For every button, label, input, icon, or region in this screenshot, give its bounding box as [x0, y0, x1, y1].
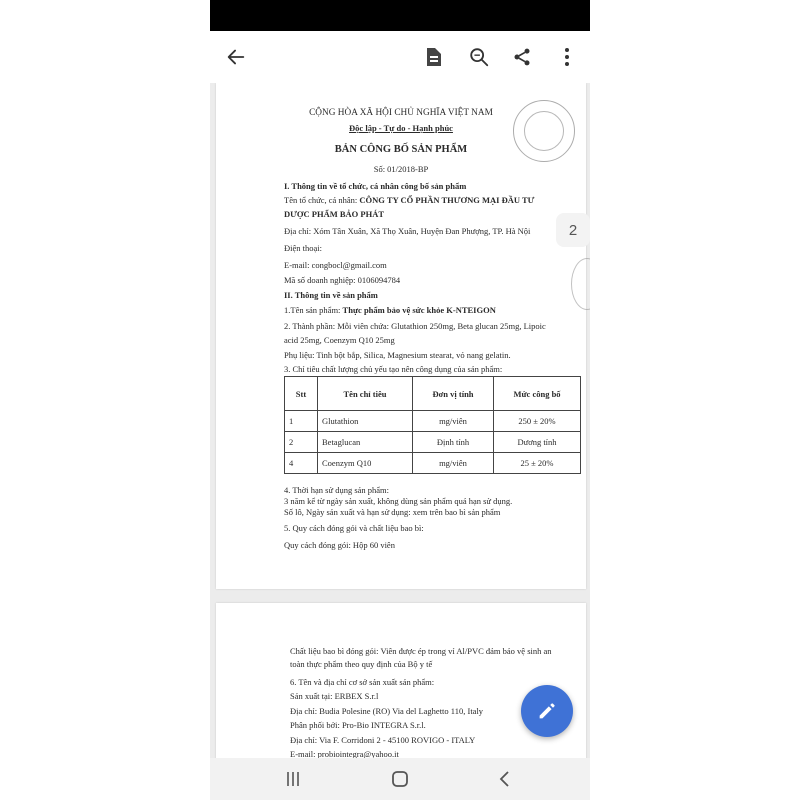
partial-stamp — [571, 258, 590, 310]
table-row — [285, 432, 581, 453]
app-toolbar — [210, 31, 590, 83]
shelf-life-heading: 4. Thời hạn sử dụng sản phẩm: — [284, 485, 390, 495]
product-name-line: 1.Tên sản phẩm: Thực phẩm bảo vệ sức khỏe K-NTEIGON — [284, 305, 496, 315]
document-icon[interactable] — [416, 39, 452, 75]
table-cell: Dương tính — [494, 432, 581, 453]
document-page-1 — [216, 83, 586, 589]
org-label: Tên tổ chức, cá nhân: CÔNG TY CỔ PHẦN THƯƠNG MẠI ĐẦU TƯ — [284, 195, 535, 205]
search-icon[interactable] — [461, 39, 497, 75]
edit-button[interactable] — [521, 685, 573, 737]
national-title: CỘNG HÒA XÃ HỘI CHỦ NGHĨA VIỆT NAM — [309, 108, 493, 118]
document-viewer[interactable] — [210, 83, 590, 758]
page2-line: 6. Tên và địa chỉ cơ sở sản xuất sản phẩm: — [290, 677, 435, 687]
phone-line: Điện thoại: — [284, 243, 323, 253]
document-title: BẢN CÔNG BỐ SẢN PHẨM — [334, 144, 468, 155]
criteria-heading: 3. Chỉ tiêu chất lượng chủ yếu tạo nên công dụng của sản phẩm: — [284, 364, 503, 374]
table-cell: Betaglucan — [318, 432, 413, 453]
motto: Độc lập - Tự do - Hạnh phúc — [349, 123, 453, 133]
table-cell: Định tính — [413, 432, 494, 453]
address-line: Địa chỉ: Xóm Tân Xuân, Xã Thọ Xuân, Huyện Đan Phượng, TP. Hà Nội — [284, 226, 531, 236]
packaging-heading: 5. Quy cách đóng gói và chất liệu bao bì: — [284, 523, 424, 533]
back-icon[interactable] — [485, 764, 525, 794]
table-row — [285, 411, 581, 432]
table-cell: Coenzym Q10 — [318, 453, 413, 474]
packaging-line: Quy cách đóng gói: Hộp 60 viên — [284, 540, 395, 550]
table-cell: 2 — [285, 432, 318, 453]
phone-screen — [210, 0, 590, 800]
edit-pencil-icon — [536, 700, 558, 722]
home-icon[interactable] — [380, 764, 420, 794]
table-header-row — [285, 377, 581, 411]
page2-line: E-mail: probiointegra@yahoo.it — [290, 749, 399, 758]
email-line: E-mail: congbocl@gmail.com — [284, 260, 387, 270]
table-header-cell: Đơn vị tính — [413, 377, 494, 411]
section-1-heading: I. Thông tin về tổ chức, cá nhân công bố sản phẩm — [284, 181, 467, 191]
back-arrow-icon[interactable] — [218, 39, 254, 75]
document-number: Số: 01/2018-BP — [373, 164, 429, 174]
page2-line: Phân phối bởi: Pro-Bio INTEGRA S.r.l. — [290, 720, 426, 730]
more-vertical-icon[interactable] — [549, 39, 585, 75]
table-cell: Glutathion — [318, 411, 413, 432]
page2-line: Chất liệu bao bì đóng gói: Viên được ép trong vỉ Al/PVC đảm bảo vệ sinh an — [290, 646, 552, 656]
share-icon[interactable] — [504, 39, 540, 75]
recent-apps-icon[interactable] — [273, 764, 313, 794]
org-name-line2: DƯỢC PHẨM BẢO PHÁT — [284, 209, 385, 219]
quality-criteria-table — [284, 376, 581, 474]
page2-line: Địa chỉ: Budia Polesine (RO) Via del Laghetto 110, Italy — [290, 706, 484, 716]
table-cell: 4 — [285, 453, 318, 474]
page2-line: Sản xuất tại: ERBEX S.r.l — [290, 691, 379, 701]
table-cell: 250 ± 20% — [494, 411, 581, 432]
ingredients-line2: acid 25mg, Coenzym Q10 25mg — [284, 335, 395, 345]
table-row — [285, 453, 581, 474]
business-code-line: Mã số doanh nghiệp: 0106094784 — [284, 275, 401, 285]
shelf-life-line1: 3 năm kể từ ngày sản xuất, không dùng sản phẩm quá hạn sử dụng. — [284, 496, 513, 506]
table-header-cell: Mức công bố — [494, 377, 581, 411]
navigation-bar — [210, 758, 590, 800]
ingredients-line1: 2. Thành phần: Mỗi viên chứa: Glutathion 250mg, Beta glucan 25mg, Lipoic — [284, 321, 546, 331]
status-bar — [210, 0, 590, 31]
table-cell: 1 — [285, 411, 318, 432]
page2-line: toàn thực phẩm theo quy định của Bộ y tế — [290, 659, 433, 669]
section-2-heading: II. Thông tin về sản phẩm — [284, 290, 378, 300]
table-cell: 25 ± 20% — [494, 453, 581, 474]
table-header-cell: Tên chỉ tiêu — [318, 377, 413, 411]
table-cell: mg/viên — [413, 453, 494, 474]
page2-line: Địa chỉ: Via F. Corridoni 2 - 45100 ROVIGO - ITALY — [290, 735, 476, 745]
table-header-cell: Stt — [285, 377, 318, 411]
table-cell: mg/viên — [413, 411, 494, 432]
document-page-2 — [216, 603, 586, 758]
shelf-life-line2: Số lô, Ngày sản xuất và hạn sử dụng: xem trên bao bì sản phẩm — [284, 507, 501, 517]
excipients-line: Phụ liệu: Tinh bột bắp, Silica, Magnesium stearat, vỏ nang gelatin. — [284, 350, 511, 360]
page-indicator: 2 — [556, 213, 590, 247]
